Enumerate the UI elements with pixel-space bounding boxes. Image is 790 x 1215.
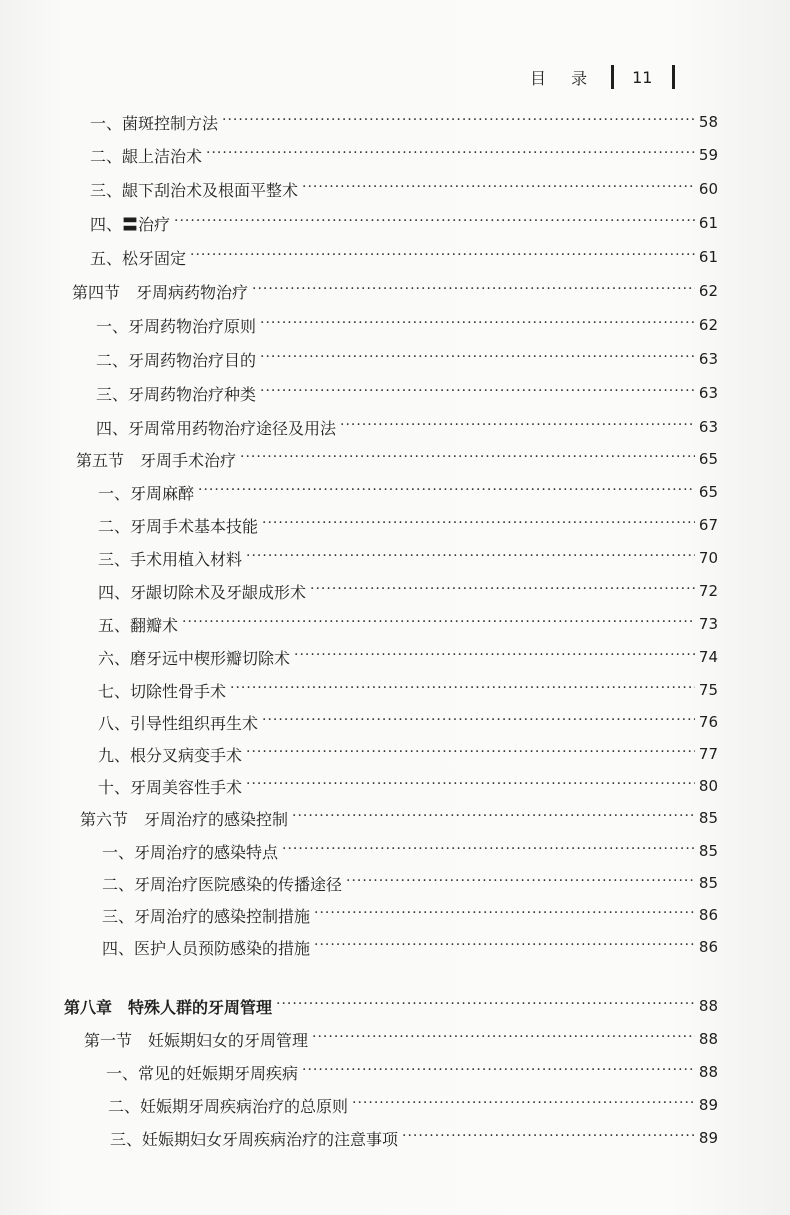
toc-entry-label: 一、常见的妊娠期牙周疾病: [106, 1063, 299, 1083]
toc-entry: [98, 742, 718, 766]
toc-page-number: 77: [698, 745, 718, 763]
toc-entry-label: 四、牙周常用药物治疗途径及用法: [96, 418, 337, 438]
toc-leader-dots: [302, 1060, 695, 1084]
toc-leader-dots: [246, 546, 695, 570]
toc-leader-dots: [262, 710, 695, 734]
toc-leader-dots: [282, 839, 695, 863]
toc-entry-label: 三、妊娠期妇女牙周疾病治疗的注意事项: [110, 1129, 399, 1149]
toc-page-number: 86: [698, 906, 718, 924]
toc-entry: [96, 313, 718, 337]
toc-section-label: [72, 280, 248, 303]
header-divider: [611, 65, 614, 89]
toc-leader-dots: [352, 1093, 695, 1117]
toc-page-number: 60: [698, 180, 718, 198]
toc-leader-dots: [198, 480, 695, 504]
toc-leader-dots: [240, 447, 695, 471]
toc-entry-label: 三、牙周治疗的感染控制措施: [102, 906, 311, 926]
toc-entry-label: 三、手术用植入材料: [98, 549, 243, 569]
toc-entry: [98, 774, 718, 798]
section-title: 牙周手术治疗: [140, 450, 237, 470]
toc-entry: [98, 678, 718, 702]
toc-page-number: 85: [698, 809, 718, 827]
toc-entry-label: 八、引导性组织再生术: [98, 713, 259, 733]
toc-section-entry: [76, 447, 718, 471]
toc-section-entry: [72, 279, 718, 303]
toc-page-number: 61: [698, 248, 718, 266]
toc-page-number: 88: [698, 997, 718, 1015]
toc-leader-dots: [294, 645, 695, 669]
section-number: 第一节: [84, 1030, 133, 1050]
toc-entry: [90, 211, 718, 235]
toc-entry-label: 五、翻瓣术: [98, 615, 179, 635]
toc-page-number: 74: [698, 648, 718, 666]
header-divider-right: [672, 65, 675, 89]
toc-leader-dots: [314, 935, 695, 959]
toc-page-number: 89: [698, 1096, 718, 1114]
toc-entry-label: 一、牙周药物治疗原则: [96, 316, 257, 336]
section-title: 妊娠期妇女的牙周管理: [148, 1030, 309, 1050]
toc-page-number: 85: [698, 874, 718, 892]
toc-page-number: 73: [698, 615, 718, 633]
toc-entry-label: 六、磨牙远中楔形瓣切除术: [98, 648, 291, 668]
toc-entry-label: 二、牙周手术基本技能: [98, 516, 259, 536]
toc-entry-label: 三、牙周药物治疗种类: [96, 384, 257, 404]
toc-entry-label: 二、牙周药物治疗目的: [96, 350, 257, 370]
toc-entry-label: 七、切除性骨手术: [98, 681, 227, 701]
toc-leader-dots: [206, 143, 695, 167]
toc-chapter-entry: [64, 994, 718, 1018]
toc-section-label: [76, 448, 236, 471]
toc-entry: [98, 710, 718, 734]
toc-page-number: 88: [698, 1030, 718, 1048]
toc-entry: [96, 347, 718, 371]
toc-entry: [90, 177, 718, 201]
toc-leader-dots: [402, 1126, 695, 1150]
header-title: 目 录: [530, 68, 598, 88]
toc-entry: [90, 143, 718, 167]
toc-page-number: 62: [698, 316, 718, 334]
toc-entry-label: 二、牙周治疗医院感染的传播途径: [102, 874, 343, 894]
toc-page-number: 88: [698, 1063, 718, 1081]
toc-leader-dots: [260, 313, 695, 337]
toc-leader-dots: [310, 579, 695, 603]
toc-page-number: 76: [698, 713, 718, 731]
toc-page-number: 72: [698, 582, 718, 600]
toc-entry-label: 一、菌斑控制方法: [90, 113, 219, 133]
toc-page-number: 75: [698, 681, 718, 699]
toc-entry: [98, 546, 718, 570]
toc-section-entry: [80, 806, 718, 830]
toc-entry: [98, 513, 718, 537]
toc-entry-label: 四、〓治疗: [90, 214, 171, 234]
toc-page-number: 58: [698, 113, 718, 131]
toc-page-number: 61: [698, 214, 718, 232]
toc-entry: [102, 903, 718, 927]
toc-page-number: 89: [698, 1129, 718, 1147]
toc-entry: [96, 381, 718, 405]
toc-entry: [90, 245, 718, 269]
toc-page-number: 65: [698, 450, 718, 468]
toc-entry-label: 四、医护人员预防感染的措施: [102, 938, 311, 958]
toc-leader-dots: [190, 245, 695, 269]
toc-entry: [106, 1060, 718, 1084]
toc-entry: [98, 480, 718, 504]
toc-section-entry: [84, 1027, 718, 1051]
toc-section-label: [80, 807, 288, 830]
toc-page-number: 59: [698, 146, 718, 164]
toc-page-number: 63: [698, 418, 718, 436]
toc-entry: [102, 935, 718, 959]
toc-leader-dots: [182, 612, 695, 636]
toc-page-number: 63: [698, 350, 718, 368]
toc-entry: [98, 645, 718, 669]
toc-leader-dots: [262, 513, 695, 537]
toc-page-number: 70: [698, 549, 718, 567]
toc-leader-dots: [276, 994, 695, 1018]
toc-page-number: 62: [698, 282, 718, 300]
toc-page-number: 65: [698, 483, 718, 501]
toc-leader-dots: [230, 678, 695, 702]
section-number: 第六节: [80, 809, 129, 829]
toc-leader-dots: [222, 110, 695, 134]
toc-leader-dots: [312, 1027, 695, 1051]
toc-leader-dots: [246, 742, 695, 766]
toc-page-number: 86: [698, 938, 718, 956]
toc-leader-dots: [314, 903, 695, 927]
toc-page-number: 85: [698, 842, 718, 860]
toc-entry-label: 一、牙周麻醉: [98, 483, 195, 503]
running-header: [530, 62, 675, 92]
toc-entry-label: 一、牙周治疗的感染特点: [102, 842, 279, 862]
toc-entry-label: 四、牙龈切除术及牙龈成形术: [98, 582, 307, 602]
section-title: 牙周病药物治疗: [136, 282, 249, 302]
toc-leader-dots: [252, 279, 695, 303]
toc-entry: [102, 839, 718, 863]
toc-page-number: 80: [698, 777, 718, 795]
toc-leader-dots: [260, 381, 695, 405]
section-number: 第四节: [72, 282, 121, 302]
toc-leader-dots: [246, 774, 695, 798]
toc-page-number: 67: [698, 516, 718, 534]
toc-leader-dots: [346, 871, 695, 895]
toc-page-number: 63: [698, 384, 718, 402]
toc-section-label: [84, 1028, 308, 1051]
toc-entry-label: 二、龈上洁治术: [90, 146, 203, 166]
section-number: 第五节: [76, 450, 125, 470]
toc-entry: [90, 110, 718, 134]
toc-leader-dots: [292, 806, 695, 830]
toc-leader-dots: [340, 415, 695, 439]
toc-chapter-label: 第八章 特殊人群的牙周管理: [64, 997, 273, 1017]
toc-entry: [108, 1093, 718, 1117]
toc-entry: [110, 1126, 718, 1150]
toc-leader-dots: [302, 177, 695, 201]
toc-entry-label: 十、牙周美容性手术: [98, 777, 243, 797]
header-page-number: 11: [632, 67, 653, 87]
toc-entry: [102, 871, 718, 895]
toc-entry: [98, 579, 718, 603]
toc-leader-dots: [260, 347, 695, 371]
toc-leader-dots: [174, 211, 695, 235]
section-title: 牙周治疗的感染控制: [144, 809, 289, 829]
toc-entry: [98, 612, 718, 636]
toc-entry-label: 九、根分叉病变手术: [98, 745, 243, 765]
toc-entry-label: 五、松牙固定: [90, 248, 187, 268]
toc-entry-label: 三、龈下刮治术及根面平整术: [90, 180, 299, 200]
toc-entry-label: 二、妊娠期牙周疾病治疗的总原则: [108, 1096, 349, 1116]
toc-entry: [96, 415, 718, 439]
